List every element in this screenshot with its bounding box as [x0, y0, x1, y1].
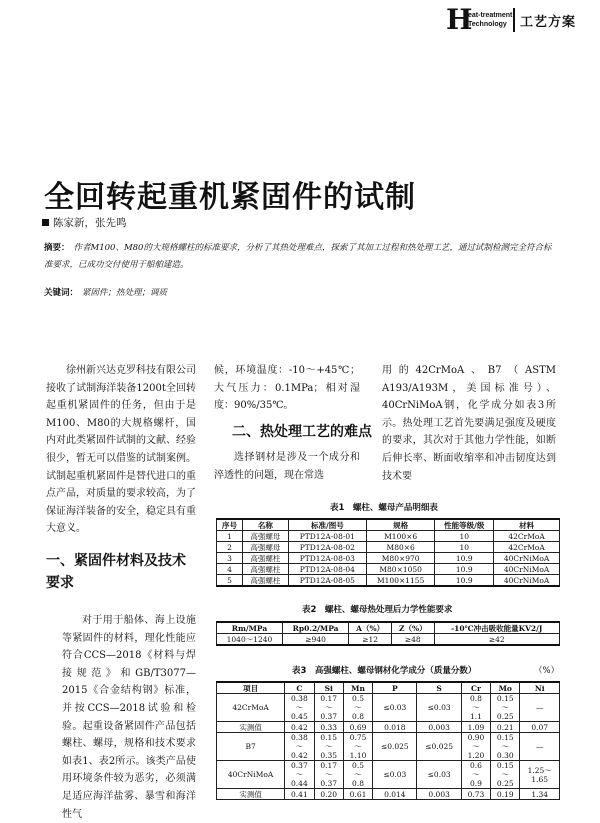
table-header-cell: S	[417, 682, 461, 694]
table-cell: PTD12A-08-04	[288, 564, 366, 575]
square-bullet-icon	[42, 219, 49, 226]
body-column-2-lower	[214, 449, 360, 484]
abstract	[44, 240, 558, 274]
section-heading-1: 一、紧固件材料及技术要求	[46, 553, 186, 591]
table-header-cell: 标准/图号	[288, 519, 366, 531]
table-cell: 0.5 ～ 0.8	[343, 761, 372, 789]
table-cell: ≤0.03	[373, 761, 417, 789]
abstract-text: 作者M100、M80的大规格螺柱的标准要求，分析了其热处理难点，探索了其加工过程和热处理工艺，通过试制检测完全符合标准要求，已成功交付使用于船舶建造。	[44, 243, 552, 270]
table-cell: 0.003	[417, 722, 461, 733]
table-cell: 0.15 ～ 0.35	[314, 733, 343, 761]
abstract-label: 摘要：	[44, 243, 70, 253]
table-header-cell: 规格	[367, 519, 435, 531]
table-cell: 40CrNiMoA	[494, 564, 560, 575]
body-column-1-lower	[62, 612, 196, 823]
keywords	[44, 286, 167, 298]
table-cell: 0.33	[314, 722, 343, 733]
table-cell: PTD12A-08-05	[288, 575, 366, 587]
paragraph-composition: 用的42CrMoA、B7（ASTM A193/A193M，美国标准号）、40CrNiMoA钢，化学成分如表3所示。热处理工艺首先要满足强度及硬度的要求，其次对于其他力学性能，如断后伸长率、断面收缩率和冲击韧度达到技术要	[382, 365, 556, 482]
table-cell: 1.09	[461, 722, 490, 733]
table-cell: ≥42	[434, 634, 559, 646]
table-cell: 0.17 ～ 0.37	[314, 694, 343, 722]
table-cell: ≥940	[282, 634, 348, 646]
table-cell: 实测值	[217, 789, 285, 800]
table-cell: 高强螺母	[243, 542, 289, 553]
body-column-2	[214, 362, 360, 415]
table-1-caption: 表1 螺柱、螺母产品明细表	[330, 503, 438, 513]
table-cell: 40CrNiMoA	[217, 761, 285, 789]
table-cell: —	[520, 733, 560, 761]
table-cell: 10	[435, 531, 494, 542]
logo-text	[468, 11, 512, 29]
table-cell: 2	[217, 542, 243, 553]
table-cell: 高强螺母	[243, 531, 289, 542]
table-cell: 0.37 ～ 0.44	[285, 761, 314, 789]
table-cell: 0.20	[314, 789, 343, 800]
table-cell: 10.9	[435, 564, 494, 575]
table-header-cell: Si	[314, 682, 343, 694]
table-row	[217, 722, 560, 733]
table-row	[217, 761, 560, 789]
table-row	[217, 634, 560, 646]
table-cell: 0.69	[343, 722, 372, 733]
table-header-cell: 序号	[217, 519, 243, 531]
table-cell: 0.90 ～ 1.20	[461, 733, 490, 761]
table-header-cell: Rm/MPa	[217, 622, 283, 634]
table-header-cell: Cr	[461, 682, 490, 694]
table-cell: ≤0.03	[417, 694, 461, 722]
table-header-cell: Mn	[343, 682, 372, 694]
table-1	[216, 518, 560, 587]
table-cell: ≤0.03	[417, 761, 461, 789]
author-names: 陈家新，张先鸣	[53, 217, 127, 229]
table-cell: 实测值	[217, 722, 285, 733]
table-3-caption: 表3 高强螺柱、螺母钢材化学成分（质量分数）	[292, 666, 477, 676]
table-cell: 高强螺柱	[243, 575, 289, 587]
body-column-1	[46, 362, 196, 538]
table-cell: 0.018	[373, 722, 417, 733]
table-cell: 0.014	[373, 789, 417, 800]
table-cell: 40CrNiMoA	[494, 553, 560, 564]
table-header-cell: Z（%）	[392, 622, 434, 634]
table-cell: 0.38 ～ 0.42	[285, 733, 314, 761]
table-header-cell: Ni	[520, 682, 560, 694]
table-cell: 4	[217, 564, 243, 575]
table-cell: 0.73	[461, 789, 490, 800]
table-cell: 0.8 ～ 1.1	[461, 694, 490, 722]
table-cell: M80×6	[367, 542, 435, 553]
table-cell: 0.17 ～ 0.37	[314, 761, 343, 789]
table-cell: 0.75 ～ 1.10	[343, 733, 372, 761]
table-header-cell: 材料	[494, 519, 560, 531]
table-cell: B7	[217, 733, 285, 761]
table-cell: 40CrNiMoA	[494, 575, 560, 587]
table-cell: PTD12A-08-02	[288, 542, 366, 553]
table-header-cell: 性能等级/级	[435, 519, 494, 531]
table-cell: 0.61	[343, 789, 372, 800]
logo-letter: H	[446, 3, 473, 36]
table-3-unit: （%）	[534, 666, 560, 676]
table-header-cell: P	[373, 682, 417, 694]
keywords-text: 紧固件；热处理；调质	[82, 288, 168, 298]
table-header-cell: 项目	[217, 682, 285, 694]
table-row	[217, 564, 560, 575]
table-header-cell: Rp0.2/MPa	[282, 622, 348, 634]
paragraph-intro: 徐州新兴达克罗科技有限公司接收了试制海洋装备1200t全回转起重机紧固件的任务，但由于是M100、M80的大规格螺杆，国内对此类紧固件试制的文献、经验很少，暂无可以借鉴的试制案例。试制起重机紧固件是替代进口的重点产品，对质量的要求较高，为了保证海洋装备的安全，稳定具有重大意义。	[46, 365, 196, 535]
table-cell: ≤0.03	[373, 694, 417, 722]
table-header-row	[217, 622, 560, 634]
table-row	[217, 531, 560, 542]
table-header-row	[217, 682, 560, 694]
paragraph-materials: 对于用于船体、海上设施等紧固件的材料，理化性能应符合CCS—2018《材料与焊接规范》和GB/T3077—2015《合金结构钢》标准，并按CCS—2018试验和检验。起重设备紧固件产品包括螺柱、螺母，规格和技术要求如表1、表2所示。该类产品使用环境条件较为恶劣，必须满足适应海洋盐雾、暴雪和海洋性气	[62, 615, 196, 820]
table-header-cell: Mo	[491, 682, 520, 694]
table-cell: 0.6 ～ 0.9	[461, 761, 490, 789]
table-cell: M80×1050	[367, 564, 435, 575]
table-row	[217, 542, 560, 553]
paragraph-climate: 候，环境温度：-10～+45℃；大气压力：0.1MPa；相对湿度：90%/35℃。	[214, 365, 360, 412]
table-cell: 42CrMoA	[494, 542, 560, 553]
journal-logo	[446, 3, 520, 36]
table-cell: ≤0.025	[417, 733, 461, 761]
paragraph-steel: 选择钢材是涉及一个成分和淬透性的问题，现在常选	[214, 452, 360, 481]
table-header-cell: A（%）	[349, 622, 392, 634]
table-cell: 0.21	[491, 722, 520, 733]
table-2-caption: 表2 螺柱、螺母热处理后力学性能要求	[302, 605, 453, 615]
table-cell: 10	[435, 542, 494, 553]
table-cell: 1.25～ 1.65	[520, 761, 560, 789]
table-cell: M80×970	[367, 553, 435, 564]
body-column-3	[382, 362, 556, 485]
table-cell: 1.34	[520, 789, 560, 800]
table-header-row	[217, 519, 560, 531]
table-row	[217, 553, 560, 564]
table-cell: 0.15 ～ 0.30	[491, 733, 520, 761]
authors	[42, 215, 127, 230]
table-cell: 0.15 ～ 0.25	[491, 694, 520, 722]
table-cell: 10.9	[435, 575, 494, 587]
table-cell: 1	[217, 531, 243, 542]
table-2	[216, 621, 560, 646]
table-cell: 0.19	[491, 789, 520, 800]
table-cell: 高强螺柱	[243, 564, 289, 575]
table-cell: 1040～1240	[217, 634, 283, 646]
table-cell: 0.003	[417, 789, 461, 800]
table-row	[217, 575, 560, 587]
table-cell: 0.5 ～ 0.8	[343, 694, 372, 722]
table-3	[216, 681, 560, 800]
section-label: 工艺方案	[520, 15, 577, 30]
table-cell: PTD12A-08-01	[288, 531, 366, 542]
table-cell: 3	[217, 553, 243, 564]
table-cell: 0.15 ～ 0.25	[491, 761, 520, 789]
table-cell: 10.9	[435, 553, 494, 564]
logo-line-1: eat-treatment	[468, 12, 513, 19]
table-cell: 5	[217, 575, 243, 587]
article-title: 全回转起重机紧固件的试制	[44, 180, 416, 215]
table-cell: 42CrMoA	[494, 531, 560, 542]
table-row	[217, 694, 560, 722]
table-cell: —	[520, 694, 560, 722]
keywords-label: 关键词：	[44, 288, 79, 298]
table-cell: 0.07	[520, 722, 560, 733]
table-row	[217, 789, 560, 800]
table-header-cell: -10℃冲击吸收能量KV2/J	[434, 622, 559, 634]
table-cell: M100×6	[367, 531, 435, 542]
logo-line-2: Technology	[468, 21, 507, 28]
table-row	[217, 733, 560, 761]
section-heading-2: 二、热处理工艺的难点	[232, 424, 372, 440]
table-cell: M100×1155	[367, 575, 435, 587]
table-cell: ≤0.025	[373, 733, 417, 761]
table-cell: 0.42	[285, 722, 314, 733]
table-cell: ≥12	[349, 634, 392, 646]
table-cell: ≥48	[392, 634, 434, 646]
table-cell: 0.41	[285, 789, 314, 800]
header-divider	[513, 8, 515, 32]
table-cell: 42CrMoA	[217, 694, 285, 722]
table-cell: PTD12A-08-03	[288, 553, 366, 564]
table-header-cell: C	[285, 682, 314, 694]
table-cell: 0.38 ～ 0.45	[285, 694, 314, 722]
table-header-cell: 名称	[243, 519, 289, 531]
table-cell: 高强螺柱	[243, 553, 289, 564]
